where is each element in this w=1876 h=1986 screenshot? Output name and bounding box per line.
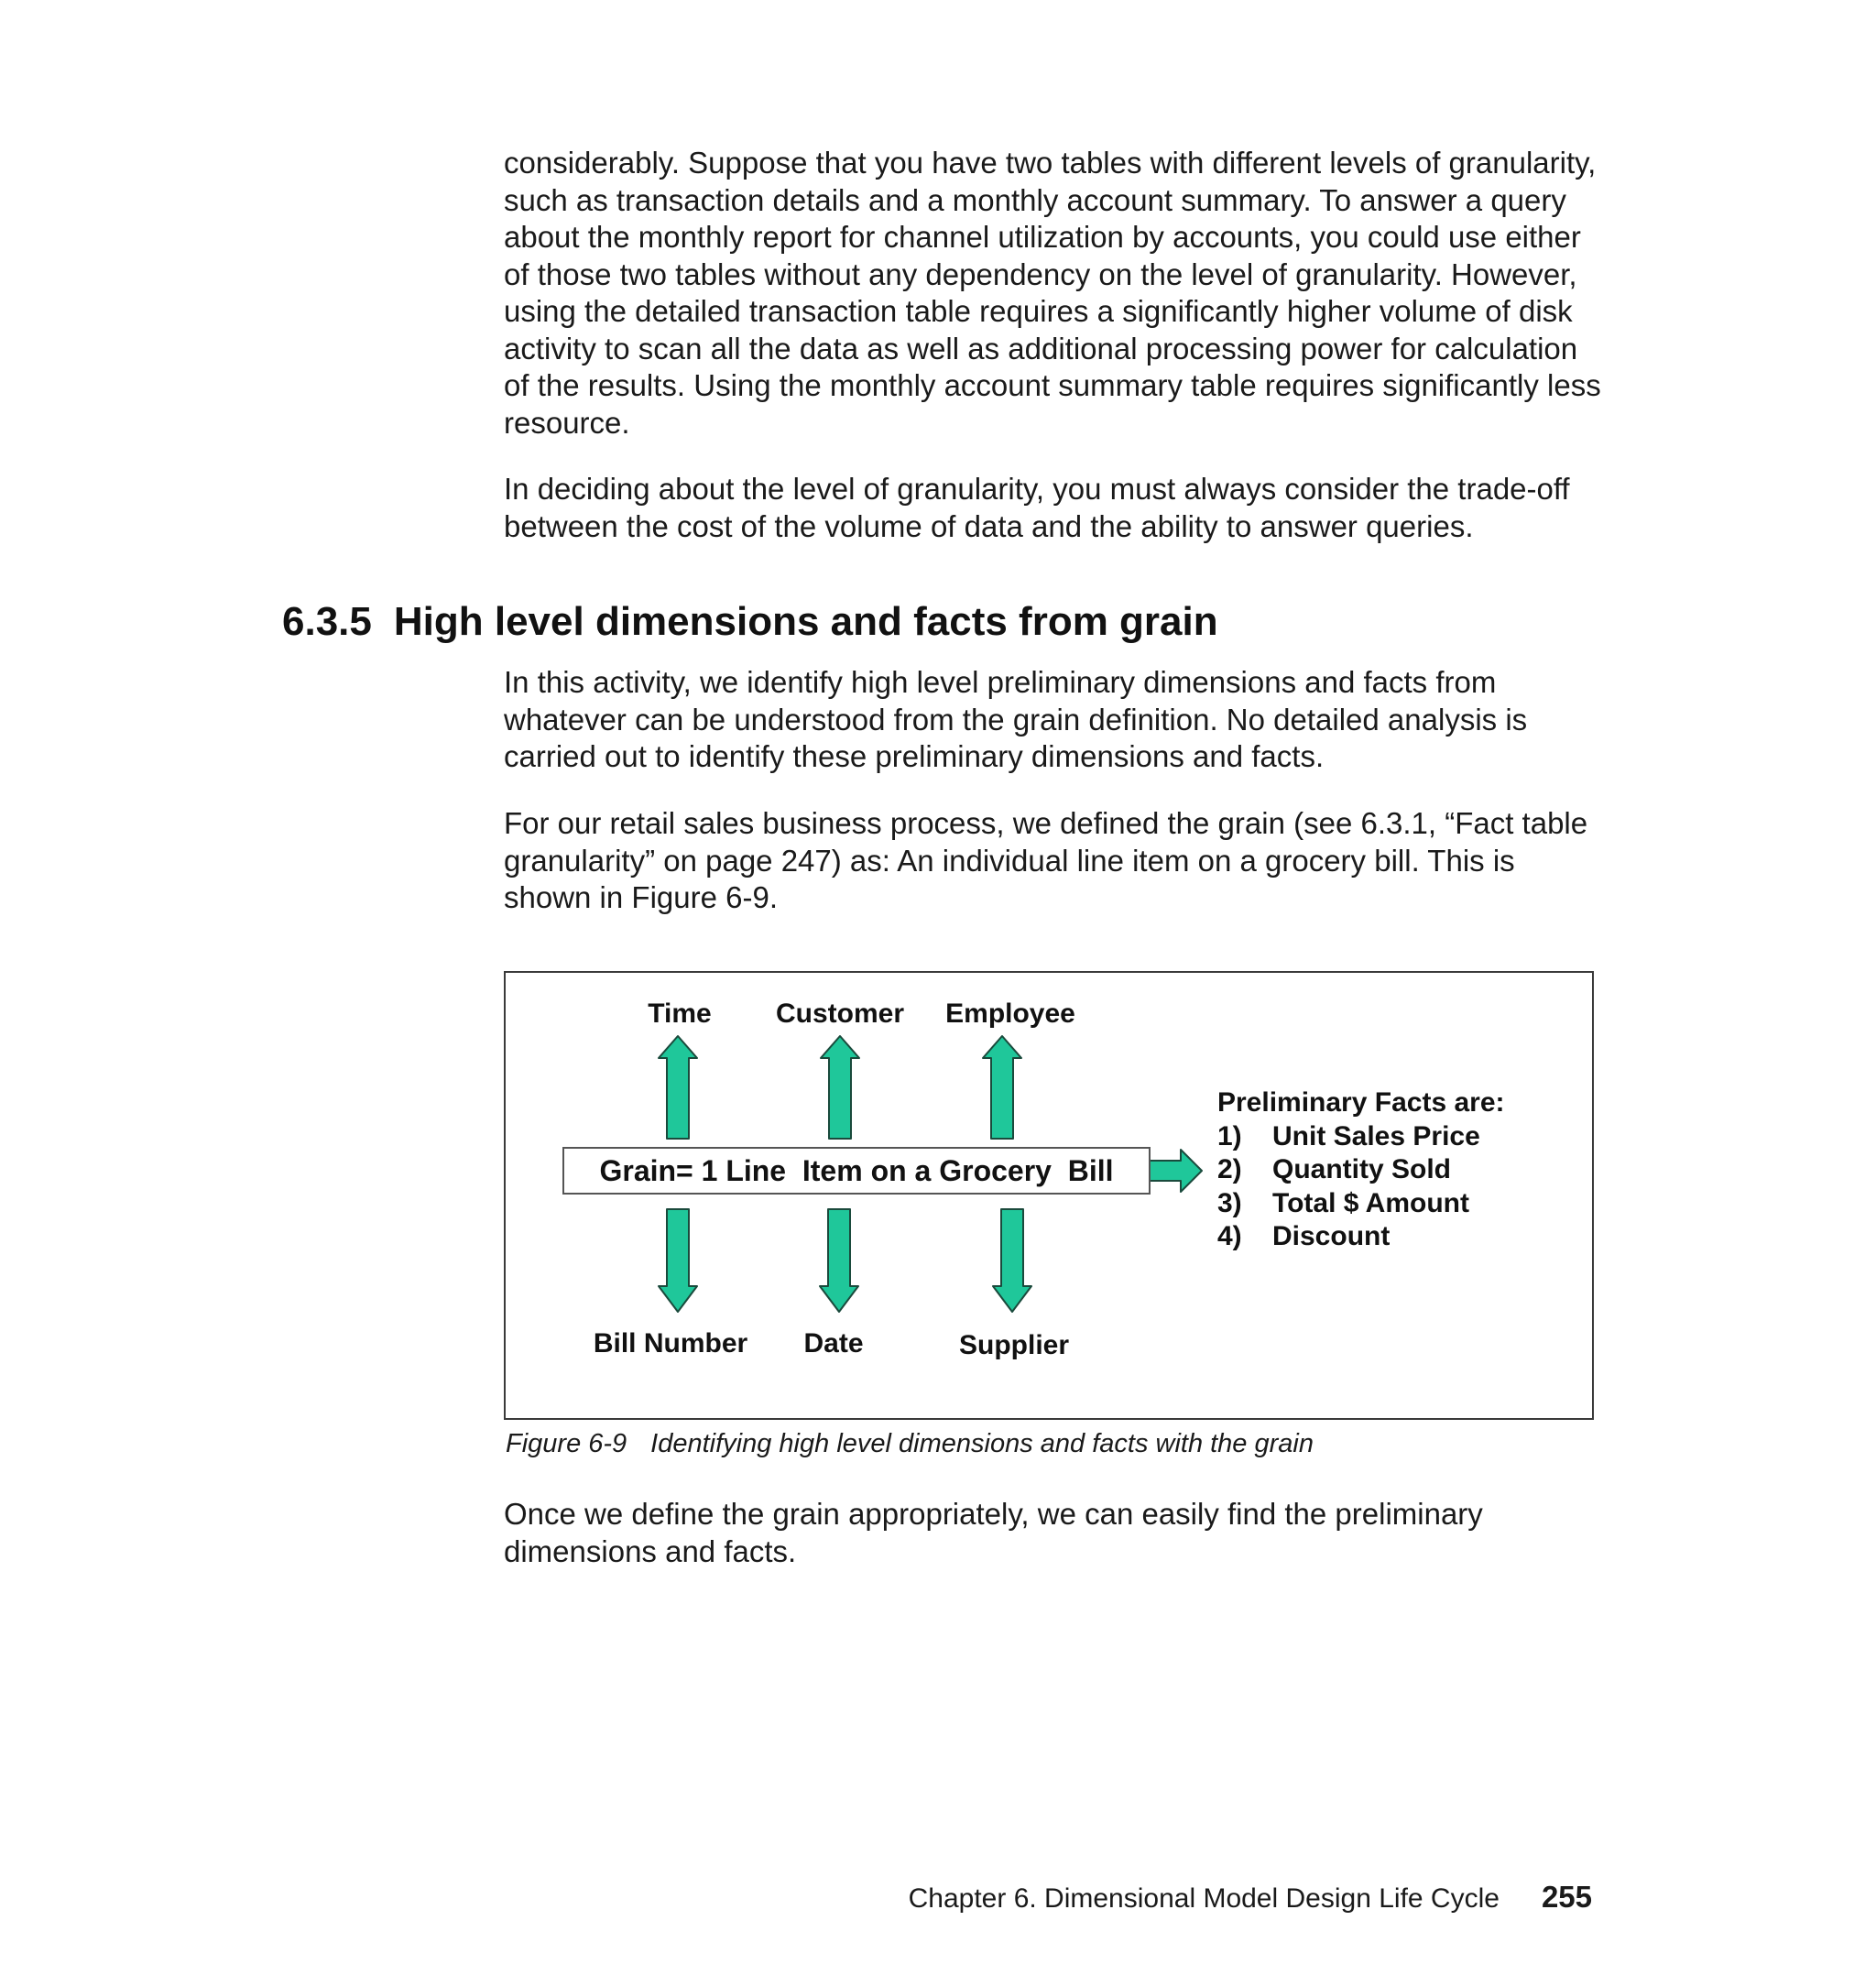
figure-caption-text: Identifying high level dimensions and facts with the grain bbox=[650, 1429, 1314, 1458]
arrow-up-employee bbox=[983, 1036, 1021, 1139]
fact-number: 4) bbox=[1217, 1221, 1242, 1251]
figure-caption-label: Figure 6-9 bbox=[506, 1429, 627, 1458]
section-heading bbox=[282, 597, 1218, 647]
fact-label: Discount bbox=[1272, 1221, 1391, 1251]
fact-item bbox=[1217, 1187, 1505, 1221]
fact-item bbox=[1217, 1120, 1505, 1154]
arrow-up-time bbox=[659, 1036, 697, 1139]
arrow-up-customer bbox=[821, 1036, 859, 1139]
figure-caption bbox=[506, 1429, 1314, 1459]
arrow-down-bill-number bbox=[659, 1209, 697, 1312]
fact-item bbox=[1217, 1153, 1505, 1187]
grain-box: Grain= 1 Line Item on a Grocery Bill bbox=[562, 1147, 1151, 1195]
dimension-label-supplier: Supplier bbox=[958, 1330, 1070, 1360]
dimension-label-date: Date bbox=[803, 1328, 864, 1359]
fact-item bbox=[1217, 1220, 1505, 1254]
facts-title: Preliminary Facts are: bbox=[1217, 1087, 1505, 1118]
section-title: High level dimensions and facts from grain bbox=[393, 599, 1218, 644]
footer-chapter: Chapter 6. Dimensional Model Design Life Cycle bbox=[908, 1883, 1500, 1914]
fact-label: Unit Sales Price bbox=[1272, 1120, 1480, 1151]
dimension-label-employee: Employee bbox=[945, 998, 1075, 1029]
arrow-right-facts bbox=[1144, 1150, 1202, 1192]
fact-number: 2) bbox=[1217, 1154, 1242, 1184]
facts-list bbox=[1217, 1120, 1505, 1254]
body-paragraph-granularity-decision: In deciding about the level of granularity, you must always consider the trade-off between the cost of the volume of data and the ability to answer queries. bbox=[504, 472, 1570, 543]
body-paragraph-conclusion: Once we define the grain appropriately, we can easily find the preliminary dimensions and facts. bbox=[504, 1497, 1483, 1568]
dimension-label-customer: Customer bbox=[775, 998, 905, 1029]
body-paragraph-retail-grain: For our retail sales business process, we defined the grain (see 6.3.1, “Fact table granularity” on page 247) as: An individual line item on a grocery bill. This is shown in Figure 6-9. bbox=[504, 806, 1588, 914]
preliminary-facts bbox=[1217, 1086, 1505, 1254]
page-footer bbox=[909, 1880, 1592, 1915]
fact-number: 1) bbox=[1217, 1120, 1242, 1151]
section-number: 6.3.5 bbox=[282, 599, 372, 644]
arrow-down-supplier bbox=[993, 1209, 1031, 1312]
fact-label: Total $ Amount bbox=[1272, 1187, 1469, 1218]
arrow-down-date bbox=[820, 1209, 858, 1312]
fact-number: 3) bbox=[1217, 1187, 1242, 1218]
page-number: 255 bbox=[1541, 1880, 1592, 1914]
body-paragraph-granularity-tradeoff: considerably. Suppose that you have two tables with different levels of granularity, such as transaction details and a monthly account summary. To answer a query about the monthly report for channel utilization by accounts, you could use either of those two tables without any dependency on the level of granularity. However, using the detailed transaction table requires a significantly higher volume of disk activity to scan all the data as well as additional processing power for calculation of the results. Using the monthly account summary table requires significantly less resource. bbox=[504, 146, 1601, 440]
figure-grain-diagram bbox=[504, 971, 1594, 1420]
fact-label: Quantity Sold bbox=[1272, 1154, 1451, 1184]
dimension-label-bill-number: Bill Number bbox=[593, 1328, 748, 1359]
body-paragraph-activity: In this activity, we identify high level preliminary dimensions and facts from whatever can be understood from the grain definition. No detailed analysis is carried out to identify these preliminary dimensions and facts. bbox=[504, 665, 1528, 773]
dimension-label-time: Time bbox=[648, 998, 712, 1029]
